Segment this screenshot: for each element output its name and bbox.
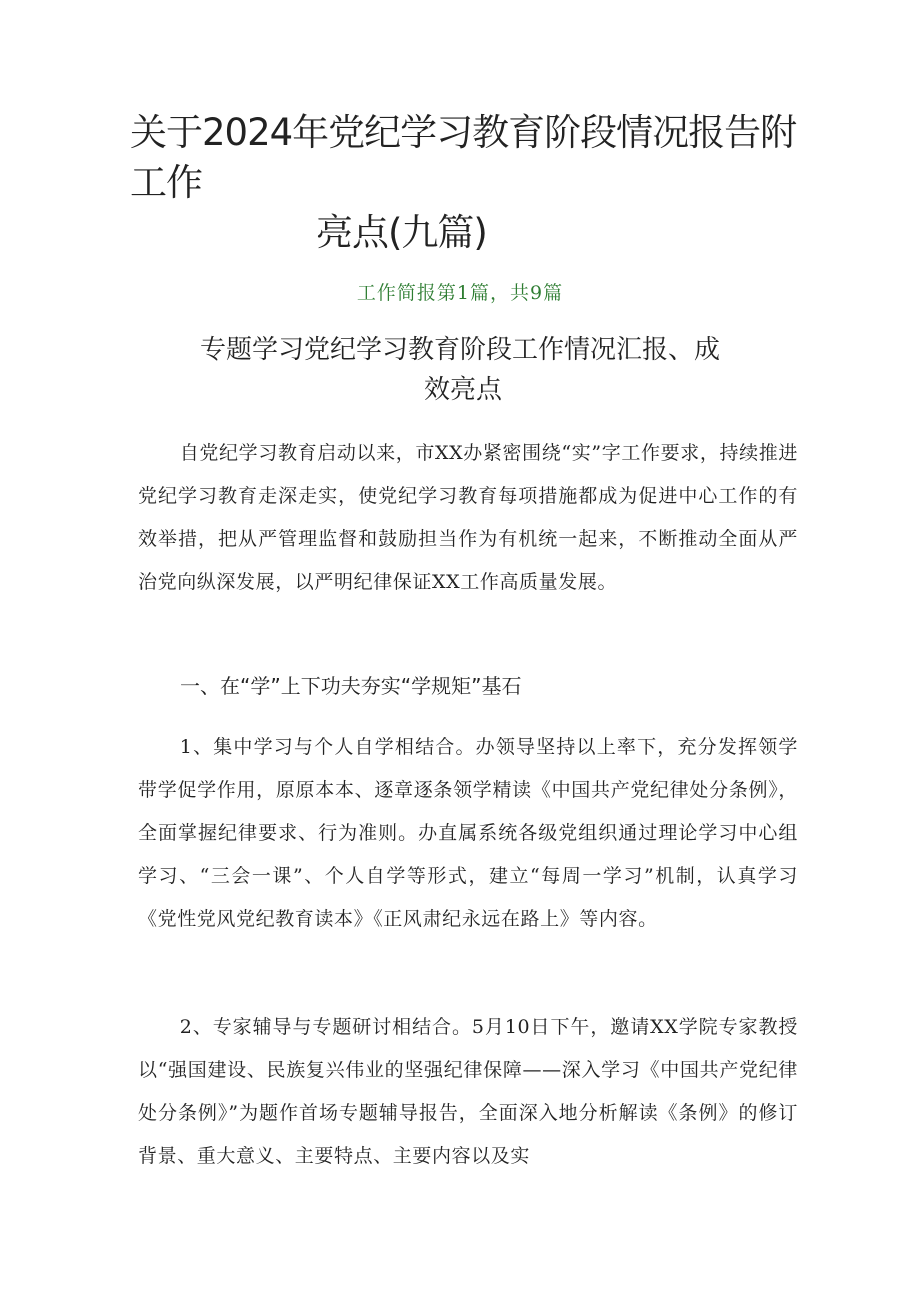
section-label: 工作简报第1篇，共9篇 bbox=[356, 282, 564, 304]
article-title-line1: 专题学习党纪学习教育阶段工作情况汇报、成 bbox=[200, 335, 721, 365]
document-title bbox=[130, 108, 810, 258]
article-title-line2: 效亮点 bbox=[424, 375, 503, 405]
document-title-line1: 关于2024年党纪学习教育阶段情况报告附工作 bbox=[130, 111, 797, 204]
section-heading-1: 一、在“学”上下功夫夯实“学规矩”基石 bbox=[180, 674, 522, 698]
intro-paragraph: 自党纪学习教育启动以来，市XX办紧密围绕“实”字工作要求，持续推进党纪学习教育走深走实，使党纪学习教育每项措施都成为促进中心工作的有效举措，把从严管理监督和鼓励担当作为有机统一起来，不断推动全面从严治党向纵深发展，以严明纪律保证XX工作高质量发展。 bbox=[138, 442, 798, 593]
document-title-line2: 亮点(九篇) bbox=[316, 211, 487, 254]
item-2-paragraph: 2、专家辅导与专题研讨相结合。5月10日下午，邀请XX学院专家教授以“强国建设、民族复兴伟业的坚强纪律保障——深入学习《中国共产党纪律处分条例》”为题作首场专题辅导报告，全面深入地分析解读《条例》的修订背景、重大意义、主要特点、主要内容以及实 bbox=[138, 1016, 798, 1167]
article-title bbox=[200, 330, 760, 410]
item-1-paragraph: 1、集中学习与个人自学相结合。办领导坚持以上率下，充分发挥领学带学促学作用，原原本本、逐章逐条领学精读《中国共产党纪律处分条例》，全面掌握纪律要求、行为准则。办直属系统各级党组织通过理论学习中心组学习、“三会一课”、个人自学等形式，建立“每周一学习”机制，认真学习《党性党风党纪教育读本》《正风肃纪永远在路上》等内容。 bbox=[138, 736, 798, 930]
